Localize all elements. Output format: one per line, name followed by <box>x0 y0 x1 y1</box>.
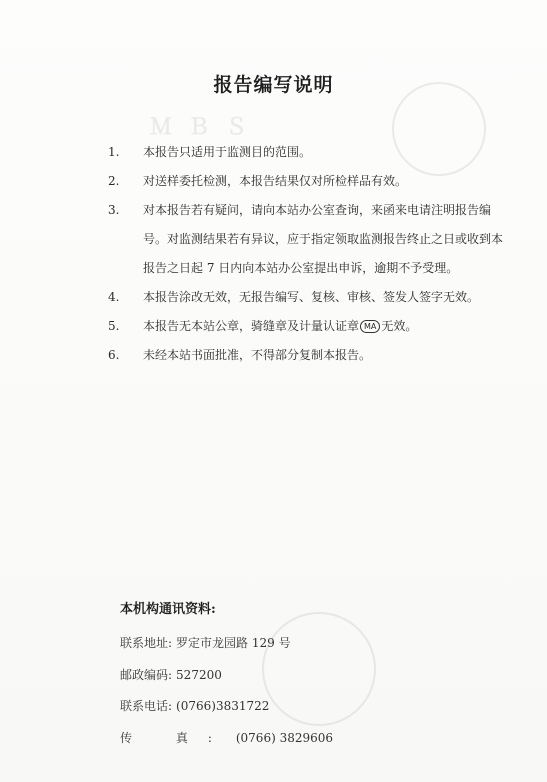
item-text: 本报告只适用于监测目的范围。 <box>143 145 312 159</box>
list-item <box>108 312 508 341</box>
watermark-ghost: Ｍ Ｂ Ｓ <box>150 114 252 140</box>
item-text: 对本报告若有疑问，请向本站办公室查询，来函来电请注明报告编号。对监测结果若有异议，应于指定领取监测报告终止之日或收到本报告之日起 7 日内向本站办公室提出申诉，逾期不予受理。 <box>143 203 504 275</box>
item-text-after: 无效。 <box>381 319 418 333</box>
item-text: 未经本站书面批准，不得部分复制本报告。 <box>143 348 372 362</box>
item-number: 4. <box>108 290 120 304</box>
address-label: 联系地址: <box>120 636 173 650</box>
list-item <box>108 283 508 312</box>
list-item <box>108 167 508 196</box>
item-text <box>143 312 508 341</box>
item-text: 本报告涂改无效，无报告编写、复核、审核、签发人签字无效。 <box>143 290 480 304</box>
contact-phone <box>120 697 269 714</box>
item-number: 3. <box>108 203 120 217</box>
phone-label: 联系电话: <box>120 699 173 713</box>
fax-value: (0766) 3829606 <box>235 731 334 745</box>
page-title: 报告编写说明 <box>213 74 334 96</box>
list-item <box>108 196 508 283</box>
item-number: 2. <box>108 174 120 188</box>
item-number: 6. <box>108 348 120 362</box>
item-text-before: 本报告无本站公章，骑缝章及计量认证章 <box>143 319 360 333</box>
item-number: 1. <box>108 145 120 159</box>
postcode-label: 邮政编码: <box>120 668 173 682</box>
item-text: 对送样委托检测，本报告结果仅对所检样品有效。 <box>143 174 408 188</box>
cma-seal-icon: MA <box>360 320 380 333</box>
stamp-ghost-bottom <box>262 612 376 726</box>
contact-postcode <box>120 666 222 683</box>
notes-list <box>108 138 508 370</box>
postcode-value: 527200 <box>176 668 222 682</box>
contact-heading: 本机构通讯资料: <box>120 602 216 617</box>
item-number: 5. <box>108 319 120 333</box>
contact-fax <box>120 729 333 746</box>
list-item <box>108 341 508 370</box>
list-item <box>108 138 508 167</box>
fax-label: 传 真: <box>120 731 232 745</box>
contact-address <box>120 634 291 651</box>
phone-value: (0766)3831722 <box>176 699 270 713</box>
address-value: 罗定市龙园路 129 号 <box>176 636 291 650</box>
